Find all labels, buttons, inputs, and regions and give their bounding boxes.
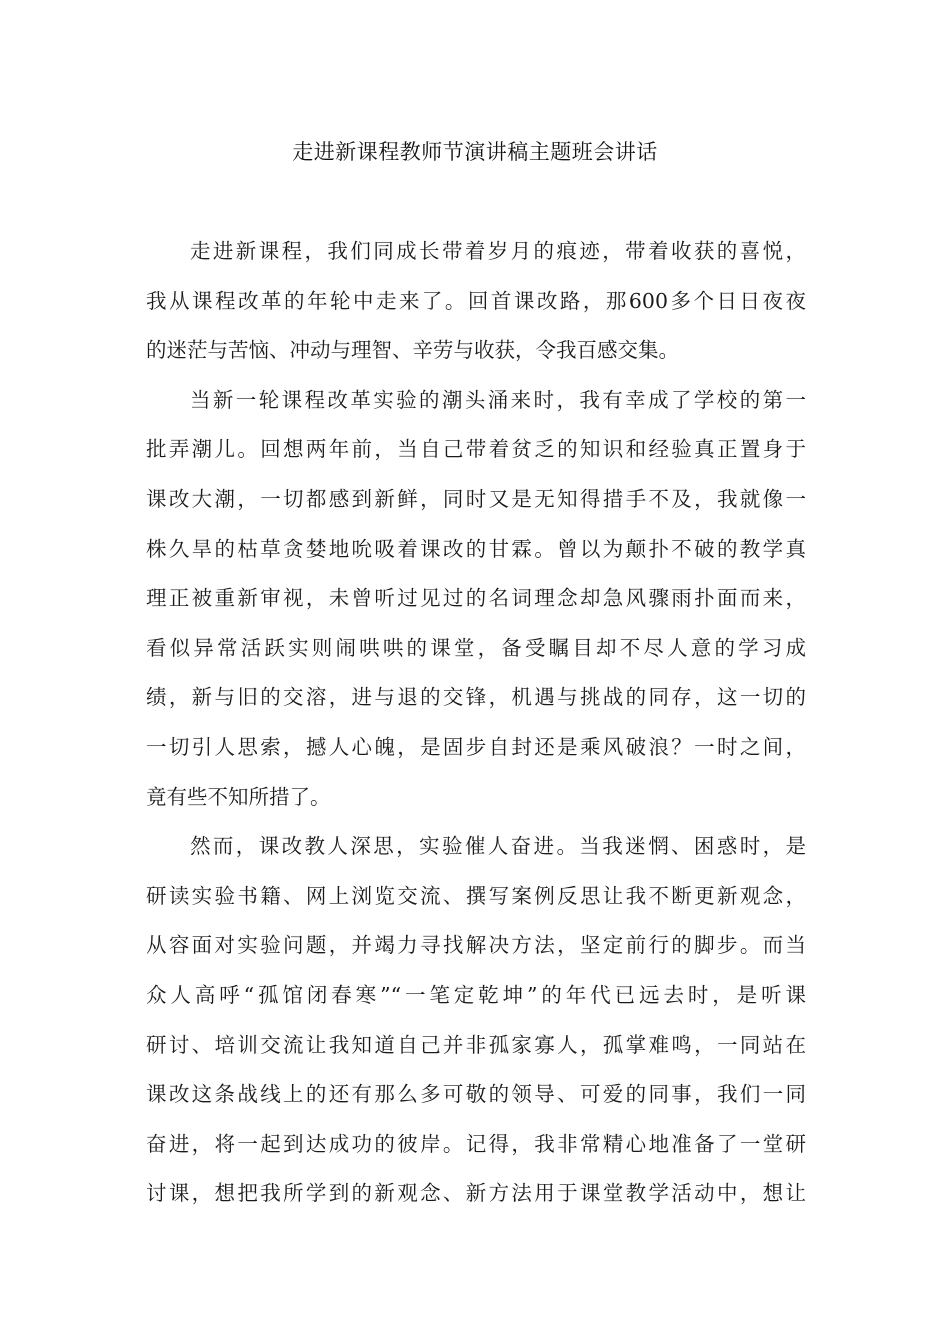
paragraph-1-line-2: 我从课程改革的年轮中走来了。回首课改路，那600多个日日夜夜: [146, 288, 806, 313]
paragraph-1-line-1: 走进新课程，我们同成长带着岁月的痕迹，带着收获的喜悦，: [190, 239, 806, 263]
paragraph-3-line-5: 研讨、培训交流让我知道自己并非孤家寡人，孤掌难鸣，一同站在: [146, 1032, 806, 1057]
paragraph-3-line-3: 从容面对实验问题，并竭力寻找解决方法，坚定前行的脚步。而当: [146, 933, 806, 958]
paragraph-2-line-5: 理正被重新审视，未曾听过见过的名词理念却急风骤雨扑面而来，: [146, 586, 806, 611]
paragraph-3-line-1: 然而，课改教人深思，实验催人奋进。当我迷惘、困惑时，是: [190, 834, 806, 859]
paragraph-2-line-4: 株久旱的枯草贪婪地吮吸着课改的甘霖。曾以为颠扑不破的教学真: [146, 536, 806, 561]
paragraph-2-line-3: 课改大潮，一切都感到新鲜，同时又是无知得措手不及，我就像一: [146, 486, 806, 511]
document-title: 走进新课程教师节演讲稿主题班会讲话: [292, 140, 658, 164]
paragraph-1-line-3: 的迷茫与苦恼、冲动与理智、辛劳与收获，令我百感交集。: [146, 338, 679, 363]
paragraph-3-line-6: 课改这条战线上的还有那么多可敬的领导、可爱的同事，我们一同: [146, 1082, 806, 1107]
paragraph-3-line-7: 奋进，将一起到达成功的彼岸。记得，我非常精心地准备了一堂研: [146, 1131, 806, 1156]
paragraph-3-line-8: 讨课，想把我所学到的新观念、新方法用于课堂教学活动中，想让: [146, 1181, 806, 1206]
document-body: [146, 233, 806, 1225]
paragraph-2-line-6: 看似异常活跃实则闹哄哄的课堂，备受瞩目却不尽人意的学习成: [146, 635, 806, 660]
paragraph-2-line-1: 当新一轮课程改革实验的潮头涌来时，我有幸成了学校的第一: [190, 387, 806, 412]
paragraph-2-line-2: 批弄潮儿。回想两年前，当自己带着贫乏的知识和经验真正置身于: [146, 437, 806, 462]
paragraph-3-line-4: 众人高呼“孤馆闭春寒”“一笔定乾坤”的年代已远去时，是听课: [146, 982, 806, 1007]
paragraph-2-line-9: 竟有些不知所措了。: [146, 784, 331, 809]
paragraph-3-line-2: 研读实验书籍、网上浏览交流、撰写案例反思让我不断更新观念，: [146, 883, 806, 908]
paragraph-2-line-7: 绩，新与旧的交溶，进与退的交锋，机遇与挑战的同存，这一切的: [146, 685, 806, 710]
paragraph-2-line-8: 一切引人思索，撼人心魄，是固步自封还是乘风破浪？一时之间，: [146, 734, 806, 759]
